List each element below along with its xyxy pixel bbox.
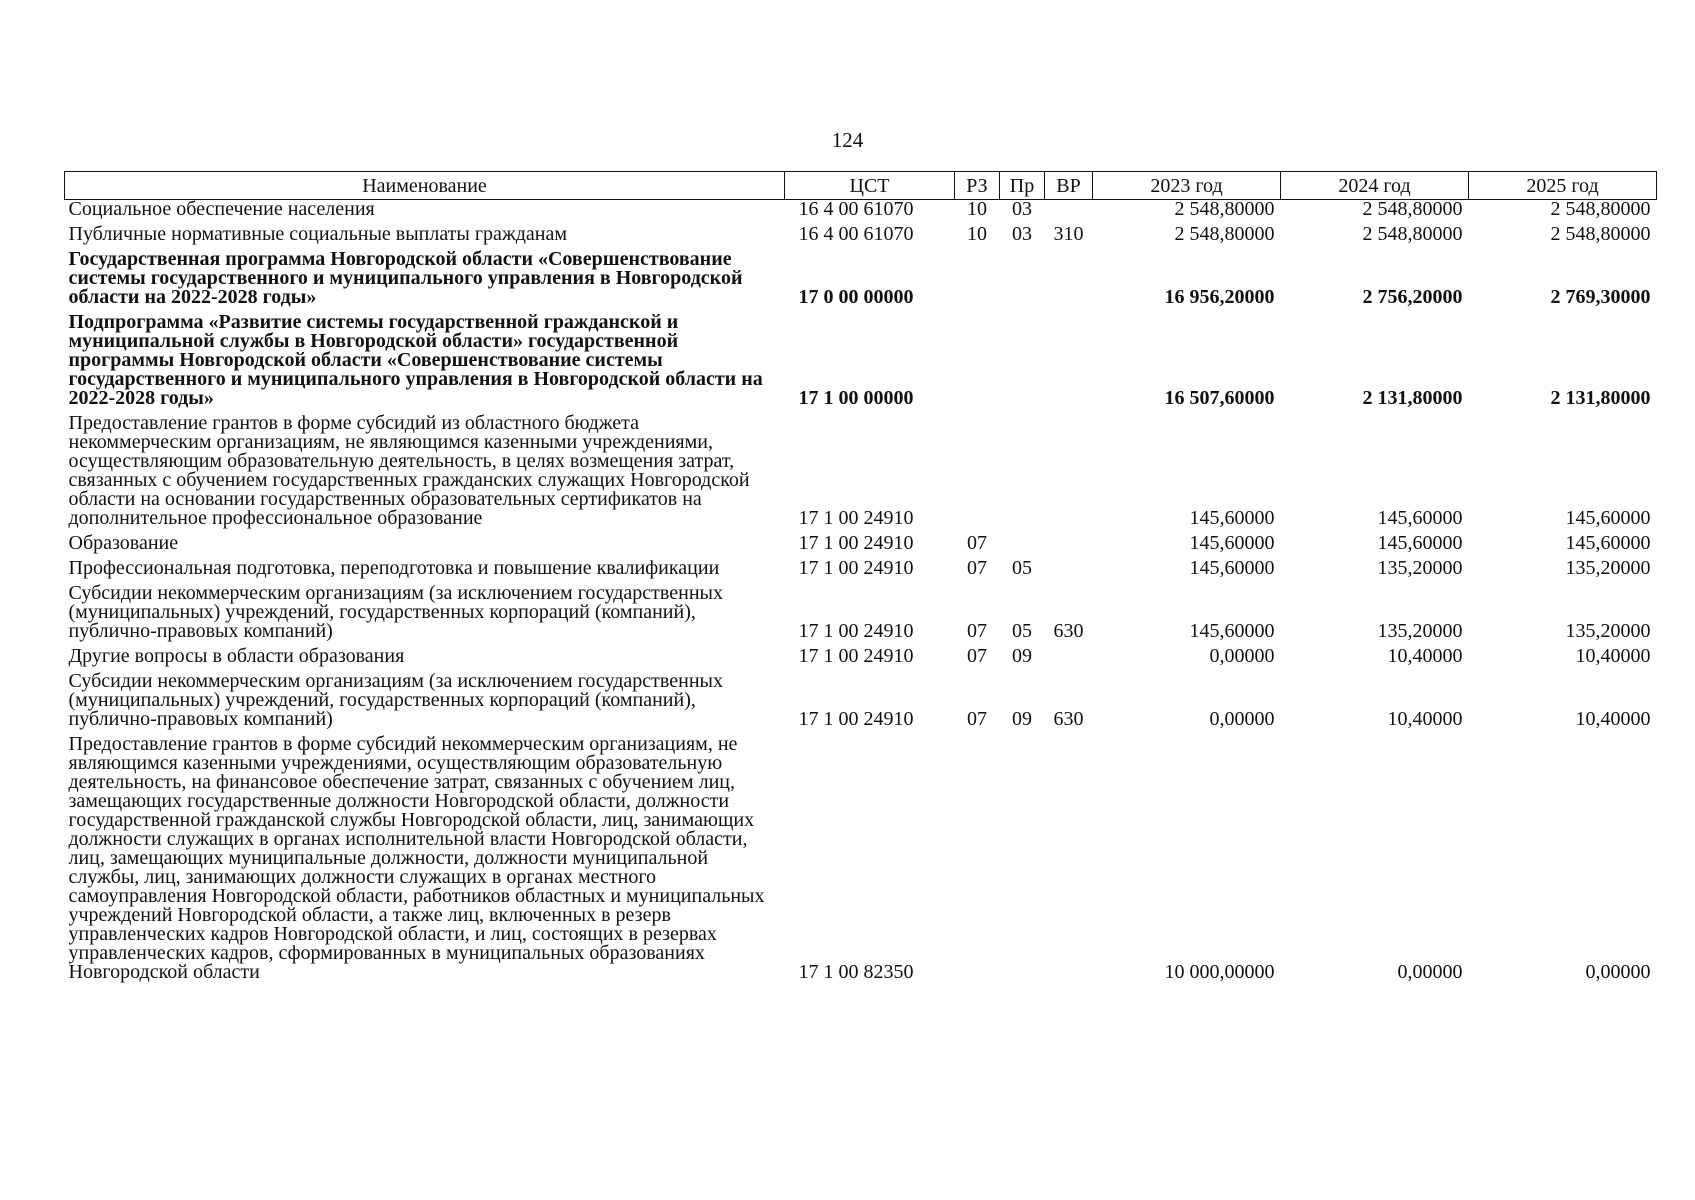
header-pr: Пр [1000,172,1045,200]
row-2024: 135,20000 [1377,620,1463,642]
row-cst: 17 1 00 24910 [798,620,914,642]
row-cst: 17 1 00 24910 [798,532,914,554]
table-row-subprogram [65,307,1657,408]
row-name: Другие вопросы в области образования [68,645,405,667]
row-2024: 135,20000 [1377,557,1463,579]
page-number: 124 [831,128,864,152]
row-2023: 2 548,80000 [1174,198,1275,220]
row-2024: 2 548,80000 [1362,223,1463,245]
row-pr: 09 [1012,708,1032,730]
row-name: Подпрограмма «Развитие системы государственной гражданской и муниципальной службы в Новгородской области» государственной программы Новгородской области «Совершенствование системы государственного и муниципального управления в Новгородской области на 2022-2028 годы» [68,311,763,409]
row-2025: 135,20000 [1565,557,1651,579]
table-header [65,172,1657,200]
row-2023: 16 956,20000 [1164,286,1275,308]
row-vr: 630 [1053,620,1084,642]
row-2024: 145,60000 [1377,532,1463,554]
row-pr: 03 [1012,223,1032,245]
row-vr [1045,244,1093,307]
row-pr [1000,408,1045,528]
row-vr [1045,200,1093,220]
table-body [65,200,1657,983]
row-2023: 0,00000 [1209,645,1275,667]
header-rz: РЗ [955,172,1000,200]
table-row [65,578,1657,641]
row-2024: 10,40000 [1387,645,1463,667]
header-name: Наименование [65,172,785,200]
row-2023: 145,60000 [1189,557,1275,579]
row-rz: 07 [967,620,987,642]
row-pr: 05 [1012,620,1032,642]
row-rz [955,729,1000,982]
row-2023: 145,60000 [1189,532,1275,554]
row-2025: 145,60000 [1565,507,1651,529]
row-2024: 2 548,80000 [1362,198,1463,220]
row-cst: 17 1 00 24910 [798,645,914,667]
row-vr [1045,729,1093,982]
row-vr [1045,553,1093,578]
row-name: Предоставление грантов в форме субсидий некоммерческим организациям, не являющимся казенными учреждениями, осуществляющим образовательную деятельность, на финансовое обеспечение затрат, связанных с обучением лиц, замещающих государственные должности Новгородской области, должности государственной гражданской службы Новгородской области, лиц, занимающих должности служащих в органах исполнительной власти Новгородской области, лиц, замещающих муниципальные должности, должности муниципальной службы, лиц, занимающих должности служащих в органах местного самоуправления Новгородской области, работников областных и муниципальных учреждений Новгородской области, а также лиц, включенных в резерв управленческих кадров Новгородской области, и лиц, состоящих в резервах управленческих кадров, сформированных в муниципальных образованиях Новгородской области [68,733,765,983]
row-vr [1045,307,1093,408]
row-cst: 16 4 00 61070 [798,198,914,220]
row-2025: 135,20000 [1565,620,1651,642]
row-2024: 10,40000 [1387,708,1463,730]
row-name: Профессиональная подготовка, переподготовка и повышение квалификации [68,557,720,579]
row-2023: 10 000,00000 [1164,961,1275,983]
row-vr: 630 [1053,708,1084,730]
row-name: Социальное обеспечение населения [68,198,375,220]
row-rz: 07 [967,557,987,579]
table-row [65,641,1657,666]
row-2025: 0,00000 [1585,961,1651,983]
row-2025: 10,40000 [1575,645,1651,667]
row-2023: 0,00000 [1209,708,1275,730]
row-vr [1045,528,1093,553]
row-rz: 07 [967,708,987,730]
header-cst: ЦСТ [785,172,955,200]
row-2024: 0,00000 [1397,961,1463,983]
row-2025: 2 548,80000 [1550,198,1651,220]
table-row [65,408,1657,528]
row-pr [1000,729,1045,982]
row-rz [955,307,1000,408]
row-pr: 05 [1012,557,1032,579]
row-rz: 10 [967,198,987,220]
header-2023: 2023 год [1093,172,1281,200]
row-rz: 07 [967,645,987,667]
row-2023: 145,60000 [1189,507,1275,529]
row-2025: 145,60000 [1565,532,1651,554]
row-pr: 03 [1012,198,1032,220]
budget-table [64,171,1657,982]
row-rz [955,244,1000,307]
header-2024: 2024 год [1281,172,1469,200]
row-cst: 17 1 00 24910 [798,557,914,579]
row-pr [1000,244,1045,307]
table-row [65,200,1657,220]
row-name: Публичные нормативные социальные выплаты гражданам [68,223,568,245]
row-2025: 2 548,80000 [1550,223,1651,245]
table-row [65,666,1657,729]
row-name: Образование [68,532,179,554]
row-pr [1000,307,1045,408]
table-row [65,553,1657,578]
row-cst: 16 4 00 61070 [798,223,914,245]
row-cst: 17 0 00 00000 [798,286,914,308]
row-cst: 17 1 00 24910 [798,708,914,730]
row-pr: 09 [1012,645,1032,667]
row-2023: 16 507,60000 [1164,387,1275,409]
table-row [65,528,1657,553]
row-2025: 2 769,30000 [1550,286,1651,308]
row-2025: 10,40000 [1575,708,1651,730]
table-row [65,219,1657,244]
table-row-program [65,244,1657,307]
row-2024: 2 131,80000 [1362,387,1463,409]
header-vr: ВР [1045,172,1093,200]
row-vr [1045,408,1093,528]
row-2024: 145,60000 [1377,507,1463,529]
row-2023: 2 548,80000 [1174,223,1275,245]
row-cst: 17 1 00 24910 [798,507,914,529]
row-rz: 10 [967,223,987,245]
row-cst: 17 1 00 82350 [798,961,914,983]
row-vr: 310 [1053,223,1084,245]
row-pr [1000,528,1045,553]
row-2025: 2 131,80000 [1550,387,1651,409]
row-2023: 145,60000 [1189,620,1275,642]
row-rz: 07 [967,532,987,554]
row-cst: 17 1 00 00000 [798,387,914,409]
row-name: Субсидии некоммерческим организациям (за исключением государственных (муниципальных) учреждений, государственных корпораций (компаний), публично-правовых компаний) [68,670,723,730]
row-vr [1045,641,1093,666]
row-name: Субсидии некоммерческим организациям (за исключением государственных (муниципальных) учреждений, государственных корпораций (компаний), публично-правовых компаний) [68,582,723,642]
row-name: Предоставление грантов в форме субсидий из областного бюджета некоммерческим организациям, не являющимся казенными учреждениями, осуществляющим образовательную деятельность, в целях возмещения затрат, связанных с обучением государственных гражданских служащих Новгородской области на основании государственных образовательных сертификатов на дополнительное профессиональное образование [68,412,750,529]
header-2025: 2025 год [1469,172,1657,200]
row-name: Государственная программа Новгородской области «Совершенствование системы государственного и муниципального управления в Новгородской области на 2022-2028 годы» [68,248,743,308]
row-2024: 2 756,20000 [1362,286,1463,308]
row-rz [955,408,1000,528]
table-row [65,729,1657,982]
